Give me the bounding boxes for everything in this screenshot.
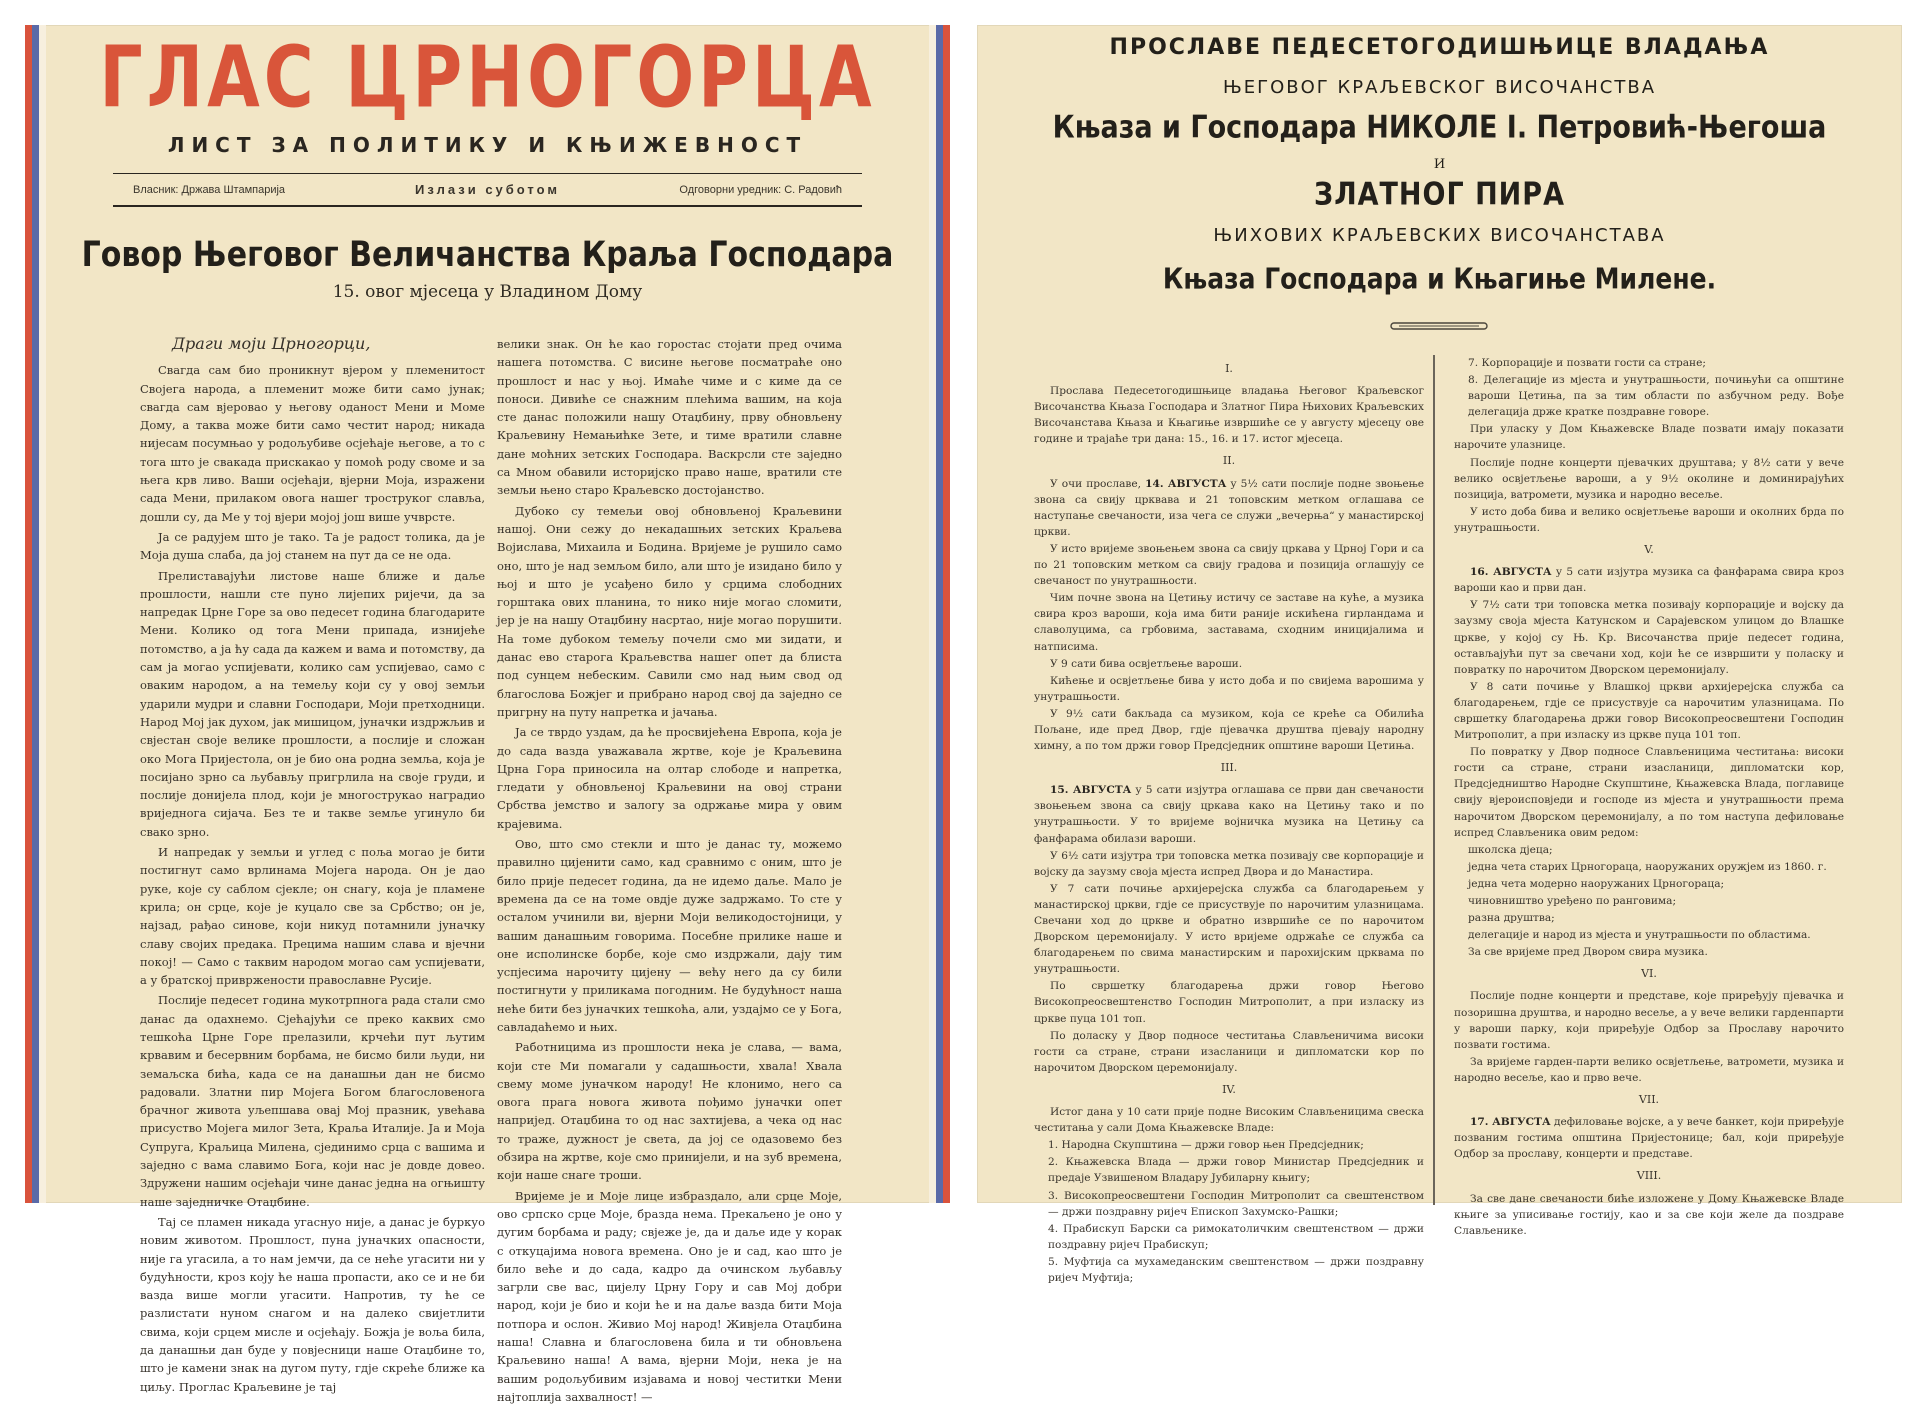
paragraph: Ја се радујем што је тако. Та је радост толика, да је Моја душа слаба, да јој станем на пут да се не ода.: [140, 529, 485, 563]
program-title-line-6: Књаза Господара и Књагиње Милене.: [1162, 262, 1717, 296]
date-emphasis: 17. АВГУСТА: [1470, 1116, 1551, 1129]
list-item: разна друштва;: [1468, 912, 1555, 925]
list-item: делегације и народ из мјеста и унутрашњости по областима.: [1468, 929, 1811, 942]
masthead-subtitle: ЛИСТ ЗА ПОЛИТИКУ И КЊИЖЕВНОСТ: [167, 133, 808, 157]
frequency-label: Излази суботом: [414, 182, 561, 197]
program-column-2: [1454, 355, 1844, 1240]
date-emphasis: 14. АВГУСТА: [1145, 477, 1227, 490]
paragraph: Ово, што смо стекли и што је данас ту, можемо правилно цијенити само, кад сравнимо с оним, што је било прије педесет година, да не идемо даље. Мало је времена да се на томе овдје дуже задржамо. То сте у осталом учинили ви, вјерни Моји великодостојници, у вашим данашњим говорима. Посебне прилике наше и оне исполинске борбе, које смо издржали, дају тим успјесима нарочиту цијену — већу него да су били постигнути у приликама погодним. Не будућност наша неће бити без јуначких тешкоћа, али, уздајмо се у Бога, савладаћемо и њих.: [497, 837, 842, 1034]
paragraph: Вријеме је и Моје лице избраздало, али срце Моје, ово српско срце Моје, бразда нема. Прекаљено је оно у дугим борбама и раду; свјеже је, да и даље иде у корак с откуцајима новога времена. Оно је и сад, као што је било веће и до сада, кадро да очинском љубављу загрли све вас, цијелу Црну Гору и сав Мој добри народ, који је био и који ће и на даље вазда бити Моја потпора и ослон. Живио Мој народ! Живјела Отаџбина наша! Славна и благословена била и ти обновљена Краљевино наша! А вама, вјерни Моји, нека је на вашим родољубивим изјавама и новој честитки Мени најтоплија захвалност! —: [497, 1188, 842, 1404]
program-paragraph: 16. АВГУСТА у 5 сати изјутра музика са фанфарама свира кроз вароши као и први дан.: [1454, 566, 1845, 595]
masthead-rule-top: [113, 173, 862, 174]
subheadline: 15. овог мјесеца у Владином Дому: [332, 282, 643, 302]
ornament-divider: [1389, 322, 1489, 330]
program-paragraph: Послије подне концерти пјевачких друштава; у 8½ сати у вече велико освјетљење вароши, а у 9½ околине и доминирајућих позиција, ватромети, музика и народно весеље.: [1454, 456, 1844, 501]
flag-stripe-red-left: [25, 25, 32, 1203]
paragraph: Свагда сам био проникнут вјером у племенитост Својега народа, а племенит може бити само јунак; свагда сам вјеровао у његову оданост Мени и Моме Дому, а таква може бити само честит народ; никада нијесам посумњао у родољубиве осјећаје његове, а то с тога што је свакада прискакао у помоћ роду своме и за њега крв ливо. Ваши осјећаји, вјерни Моја, изражени сада Мени, прилаком овога нашег троструког славља, дошли су, да Ме у тој вјери мојој још више учврсте.: [140, 363, 485, 524]
flag-stripe-white-right: [929, 25, 936, 1203]
program-title-line-4: ЗЛАТНОГ ПИРА: [1314, 177, 1565, 213]
program-column-1: [1034, 355, 1424, 1287]
program-title-line-2: ЊЕГОВОГ КРАЉЕВСКОГ ВИСОЧАНСТВА: [1222, 77, 1657, 98]
section-number: VII.: [1638, 1093, 1660, 1107]
paragraph: И напредак у земљи и углед с поља могао је бити постигнут само врлинама Мојега народа. Он је дао руке, које су саблом сјекле; он снагу, која је пламене крила; он срце, које је куцало све за Србство; он је, најзад, рађао синове, који никуд потамнили јуначку славу својих предака. Прецима нашим слава и вјечни покој! — Само с таквим народом могао сам успијевати, а у братској привржености православне Русије.: [140, 845, 485, 988]
paragraph: Работницима из прошлости нека је слава, — вама, који сте Ми помагали у садашњости, хвала! Хвала свему моме јуначком народу! Не клонимо, него са овога прага новога живота пођимо јуначки опет напријед. Отаџбина то од нас захтијева, а чека од нас то траже, дужност је света, да јој се одазовемо без обзира на жртве, које смо принијели, и на зуб времена, који наше снаге троши.: [497, 1040, 842, 1183]
list-item: 1. Народна Скупштина — држи говор њен Предсједник;: [1048, 1139, 1364, 1152]
program-paragraph: За све дане свечаности биће изложене у Дому Књажевске Владе књиге за уписивање гостију, као и за све који желе да поздраве Слављенике.: [1454, 1192, 1844, 1237]
program-paragraph: По повратку у Двор подносе Слављеницима честитања: високи гости са стране, страни изасланици, дипломатски кор, Предсједништво Народне Скупштине, Књажевска Влада, поглавице свију вјероисповједи и господе из мјеста и унутрашњости према нарочитом Дворском церемонијалу, а по том наступа дефиловање испред Слављеника овим редом:: [1454, 746, 1844, 839]
section-number: I.: [1225, 362, 1233, 375]
program-paragraph: У 9 сати бива освјетљење вароши.: [1050, 657, 1243, 670]
program-conjunction: И: [1433, 157, 1446, 172]
list-item: чиновништво уређено по ранговима;: [1468, 895, 1677, 907]
paragraph: Ја се тврдо уздам, да ће просвијећена Европа, која је до сада вазда уважавала жртве, које је Краљевина Црна Гора приносила на олтар слободе и напретка, гледати у обновљеној Краљевини на овој страни Србства јемство и залогу за одржање мира у овим крајевима.: [497, 725, 842, 831]
list-item: За све вријеме пред Двором свира музика.: [1468, 946, 1708, 959]
list-item: 2. Књажевска Влада — држи говор Министар Предсједник и предаје Узвишеном Владару Јубиларну књигу;: [1048, 1156, 1424, 1185]
section-number: VI.: [1641, 967, 1657, 981]
program-paragraph: У 6½ сати изјутра три топовска метка позивају све корпорације и војску да заузму своја мјеста испред Двора и до Манастира.: [1034, 849, 1424, 878]
section-number: VIII.: [1636, 1169, 1662, 1183]
date-emphasis: 16. АВГУСТА: [1470, 566, 1552, 579]
article-column-1: [140, 335, 485, 1398]
list-item: 3. Високопреосвештени Господин Митрополит са свештенством — држи поздравну ријеч Епископ Захумско-Рашки;: [1048, 1189, 1424, 1218]
program-paragraph: У 9½ сати бакљада са музиком, која се креће са Обилића Пољане, иде пред Двор, гдје пјевачка друштва пјевају народну химну, а по том држи говор Предсједник општине вароши Цетиња.: [1034, 707, 1424, 753]
program-title-line-3: Књаза и Господара НИКОЛЕ I. Петровић-Његоша: [1052, 110, 1827, 146]
program-paragraph: Послије подне концерти и представе, које приређују пјевачка и позоришна друштва, и народно весеље, а у вече велики гарденпарти у вароши парку, који приређује Одбор за Прославу нарочито позвати гостима.: [1454, 990, 1844, 1051]
program-paragraph: По свршетку благодарења држи говор Његово Високопреосвештенство Господин Митрополит, а при изласку из цркве пуца 101 топ.: [1034, 980, 1424, 1025]
flag-stripe-blue-left: [32, 25, 39, 1203]
list-item: једна чета модерно наоружаних Црногораца;: [1468, 877, 1725, 890]
program-paragraph: Истог дана у 10 сати прије подне Високим Слављеницима свеска честитања у сали Дома Књажевске Владе:: [1034, 1106, 1424, 1135]
section-number: V.: [1644, 543, 1654, 557]
list-item: 8. Делегације из мјеста и унутрашњости, почињући са општине вароши Цетиња, па за тим области по азбучном реду. Вође делегација држе кратке поздравне говоре.: [1468, 374, 1844, 419]
program-paragraph: За вријеме гарден-парти велико освјетљење, ватромети, музика и народно весеље, као и прво вече.: [1454, 1055, 1844, 1084]
flag-stripe-white-left: [39, 25, 46, 1203]
program-paragraph: 17. АВГУСТА дефиловање војске, а у вече банкет, који приређује позваним гостима општина Пријестонице; бал, који приређује Одбор за прославу, концерти и представе.: [1454, 1116, 1844, 1161]
article-column-2: [497, 335, 842, 1408]
program-paragraph: У 8 сати почиње у Влашкој цркви архијерејска служба са благодарењем, гдје се присуствује са нарочитим улазницама. По свршетку благодарења држи говор Високопреосвештени Господин Митрополит, а при изласку из цркве пуца 101 топ.: [1454, 680, 1844, 742]
flag-stripe-blue-right: [936, 25, 943, 1203]
paragraph: Послије педесет година мукотрпнога рада стали смо данас да одахнемо. Сјећајући се преко каквих смо тешкоћа Црне Горе прелазили, крчећи пут љутим крвавим и бесервним борбама, не бисмо били људи, ни земаљска бића, када се на данашњи дан не бисмо радовали. Златни пир Мојега Богом благословенога брачног живота уљепшава овај Мој празник, увећава присуство Мојега милог Зета, Краља Италије. Ја и Моја Супруга, Краљица Милена, сјединимо срца с вашима и заједно с вама славимо Бога, који нас је довде довео. Здружени нашим осјећаји чине данас једна на огњишту наше заједничке Отаџбине.: [140, 993, 485, 1209]
flag-stripe-red-right: [943, 25, 950, 1203]
program-paragraph: У 7 сати почиње архијерејска служба са благодарењем у манастирској цркви, гдје се присуствује по нарочитим улазницама. Свечани ход до цркве и обратно извршиће се по нарочитом Дворском церемонијалу. У исто вријеме одржаће се служба са благодарењем по свима манастирским и парохијским црквама по унутрашњости.: [1034, 882, 1424, 976]
section-number: III.: [1220, 761, 1238, 775]
column-divider: [1433, 355, 1435, 1205]
program-paragraph: 15. АВГУСТА у 5 сати изјутра оглашава се први дан свечаности звоњењем звона са свију цркава како на Цетињу тако и по унутрашњости. У то вријеме војничка музика на Цетињу са фанфарама обилази вароши.: [1034, 784, 1424, 845]
program-paragraph: У исто доба бива и велико освјетљење вароши и околних брда по унутрашњости.: [1454, 505, 1844, 534]
paragraph: Прелиставајући листове наше ближе и даље прошлости, нашли сте пуно лијепих ријечи, да за напредак Црне Горе за ово педесет година благодарите Мени. Колико од тога Мени припада, изнијеће потомство, а ја ћу сада да кажем и вама и потомству, да сам ја могао успијевати, колико сам успијевао, само с оваким народом, а на темељу који су у овој земљи ударили мудри и славни Господари, Моји претходници. Народ Мој јак духом, јак мишицом, јуначки издржљив и свјестан своје велике прошлости, а послије и сложан око Мога Пријестола, он је био она родна земља, која је посијано зрно са љубављу пригрлила на своје груди, и послије донијела плод, који је многострукао наградио вриједнога сијача. Без те и такве земље угинуло би свако зрно.: [140, 568, 485, 839]
program-paragraph: У 7½ сати три топовска метка позивају корпорације и војску да заузму своја мјеста Катунском и Сарајевском улицом до Влашке цркве, у којој су Њ. Кр. Височанства прије педесет година, остављајући пут за свечани ход, који ће се извршити у поласку и повратку по нарочитом Дворском церемонијалу.: [1454, 599, 1844, 676]
paragraph: Тај се пламен никада угаснуо није, а данас је буркуо новим животом. Прошлост, пуна јуначких опасности, није га угасила, а то нам јемчи, да се неће угасити ни у будућности, кроз коју ће наша пропасти, ако се и не би вазда више могли угасити. Напротив, ту ће се разлистати нуном снагом и на далеко свијетлити свима, који срцем мисле и осјећају. Божја је воља била, да данашњи дан буде у повјесници наше Отаџбине то, што је камени знак на дугом путу, гдје скреће ближе ка циљу. Проглас Краљевине је тај: [140, 1214, 485, 1394]
program-paragraph: При уласку у Дом Књажевске Владе позвати имају показати нарочите улазнице.: [1454, 423, 1844, 452]
list-item: једна чета старих Црногораца, наоружаних оружјем из 1860. г.: [1468, 860, 1827, 873]
program-title-line-1: ПРОСЛАВЕ ПЕДЕСЕТОГОДИШЊИЦЕ ВЛАДАЊА: [1109, 35, 1770, 60]
program-paragraph: Прослава Педесетогодишњице владања Његовог Краљевског Височанства Књаза Господара и Златног Пира Њихових Краљевских Височанстава Књаза и Књагиње извршиће се у августу мјесецу ове године и трајаће три дана: 15., 16. и 17. истог мјесеца.: [1034, 385, 1424, 446]
program-page: [977, 25, 1902, 1284]
program-paragraph: Чим почне звона на Цетињу истичу се заставе на кућe, а музика свира кроз вароши, која има бити раније искићена гирландама и славолуцима, са грбовима, заставама, сходним иницијалима и натписима.: [1034, 592, 1424, 653]
list-item: школска дјеца;: [1468, 843, 1553, 856]
program-paragraph: Кићење и освјетљење бива у исто доба и по свијема варошима у унутрашњости.: [1034, 674, 1424, 703]
newspaper-page: [25, 25, 950, 1404]
section-number: II.: [1222, 454, 1236, 468]
list-item: 4. Прабискуп Барски са римокатоличким свештенством — држи поздравну ријеч Прабискуп;: [1048, 1222, 1424, 1251]
list-item: 5. Муфтија са мухамеданским свештенством — држи поздравну ријеч Муфтија;: [1048, 1255, 1424, 1284]
program-paragraph: По доласку у Двор подносе честитања Слављеничима високи гости са стране, страни изасланици и дипломатски кор по нарочитом Дворском церемонијалу.: [1034, 1029, 1424, 1074]
date-emphasis: 15. АВГУСТА: [1050, 784, 1132, 797]
headline: Говор Његовог Величанства Краља Господара: [81, 235, 894, 276]
masthead-title: ГЛАС ЦРНОГОРЦА: [99, 29, 876, 128]
program-title-line-5: ЊИХОВИХ КРАЉЕВСКИХ ВИСОЧАНСТАВА: [1213, 225, 1666, 246]
owner-label: Власник: Држава Штампарија: [133, 184, 286, 196]
masthead-rule-bottom: [113, 205, 862, 207]
editor-label: Одговорни уредник: С. Радовић: [679, 184, 842, 196]
program-paragraph: У очи прославе, 14. АВГУСТА у 5½ сати послије подне звоњење звона са свију црквава и 21 топовским метком оглашава се наступање свечаности, иза чега се служи „вечерња“ у манастирској цркви.: [1034, 477, 1424, 538]
program-paragraph: У исто вријеме звоњењем звона са свију цркава у Црној Гори и са по 21 топовским метком са свију градова и позиција оглашују се свечаност по унутрашњости.: [1034, 542, 1424, 588]
paragraph: Дубоко су темељи овој обновљеној Краљевини нашој. Они сежу до некадашњих зетских Краљева Војислава, Михаила и Бодина. Вријеме је рушило само оно, што је над земљом било, али што је изидано било у њој и што је усађено било у срцима слободних горштака ових планина, то нико није могао сломити, јер је на нашу Отаџбину насртао, није могао порушити. На томе дубоком темељу почели смо ми зидати, и данас ево старога Краљевства нашег опет да блиста под сунцем небеским. Савили смо над њим свод од благослова Божјег и прибрано народ свој да заједно се пригрну на путу напретка и јачања.: [497, 503, 842, 719]
list-item: 7. Корпорације и позвати гости са стране;: [1468, 357, 1706, 369]
section-number: IV.: [1222, 1082, 1236, 1096]
paragraph: велики знак. Он ће као горостас стојати пред очима нашега потомства. С висине његове посматраће оно прошлост и нас у њој. Имаће чиме и с киме да се поноси. Дивиће се снажним плећима вашим, на која сте данас положили нашу Отаџбину, прву обновљену Краљевину Немањићке Зете, и тиме вратили славне дане моћних зетских Господара. Васкрсли сте заједно са Мном обавили историјско право наше, вратили сте земљи њено старо Краљевско достојанство.: [497, 337, 842, 498]
greeting: Драги моји Црногорци,: [172, 334, 371, 353]
masthead-info-row: [113, 178, 862, 206]
